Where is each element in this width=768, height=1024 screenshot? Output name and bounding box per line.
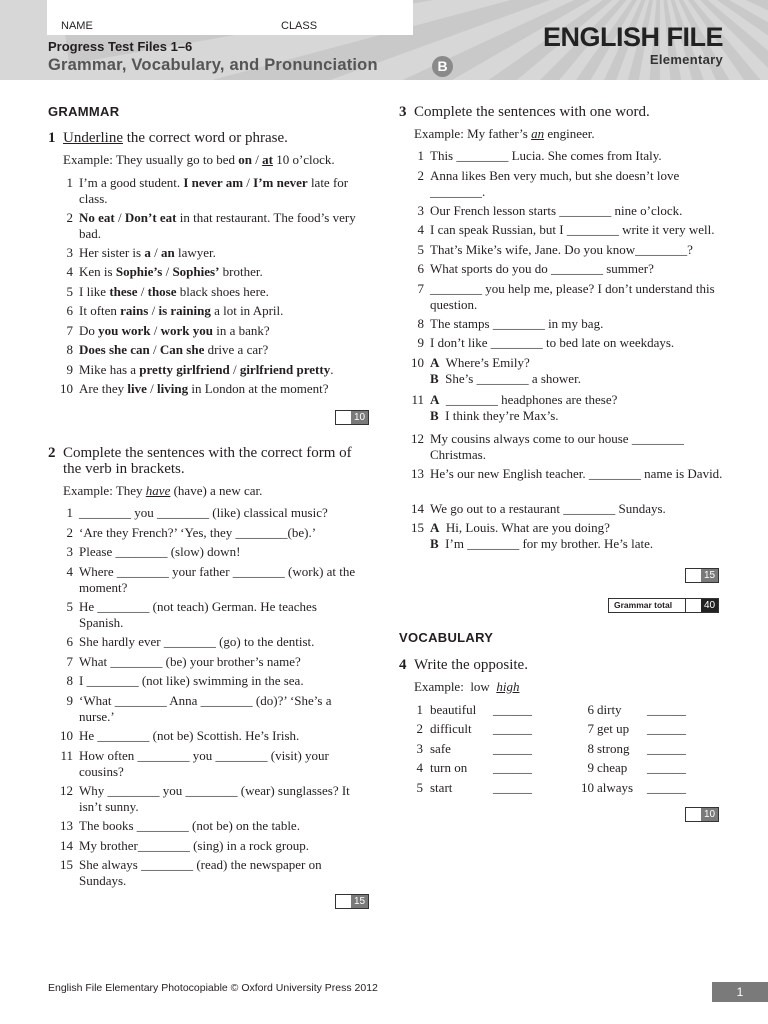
item-text: I like these / those black shoes here. [79,284,269,299]
footer-rest: Photocopiable © Oxford University Press 2012 [158,982,378,994]
q4-answer-blank[interactable]: ______ [647,721,686,736]
q1-example-prefix: Example: They usually go to bed [63,152,239,167]
page-header [0,0,768,80]
q4-item-number: 9 [587,760,594,775]
item-number: 14 [411,501,424,516]
q2-score-box [335,894,369,909]
name-class-box [47,0,413,35]
q4-item-number: 6 [587,702,594,717]
item-number: 11 [411,392,424,407]
item-text: ________ you ________ (like) classical music? [79,505,328,520]
q2-item [66,654,364,670]
q1-item [66,210,364,241]
item-number: 14 [60,838,73,853]
q3-item [411,355,730,386]
q1-example-opt2: at [262,152,273,167]
footer-book: English File Elementary [48,982,159,994]
q1-number: 1 [48,130,56,146]
q2-item [66,525,364,541]
item-text: Ken is Sophie’s / Sophies’ brother. [79,264,263,279]
item-text: Does she can / Can she drive a car? [79,342,269,357]
version-badge: B [432,56,453,77]
q2-item [60,783,364,814]
item-number: 9 [417,335,424,350]
q1-item [66,175,364,206]
q1-underline-word: Underline [63,130,123,146]
item-text: A ________ headphones are these? B I think they’re Max’s. [430,392,618,423]
q4-item-number: 4 [416,760,423,775]
q2-item [66,505,364,521]
score-blank[interactable] [686,808,702,821]
q2-item [60,728,364,744]
item-text: ________ you help me, please? I don’t understand this question. [430,281,715,312]
item-number: 10 [411,355,424,370]
q1-item [66,342,364,358]
item-text: My brother________ (sing) in a rock group. [79,838,309,853]
item-number: 4 [417,222,424,237]
q4-answer-blank[interactable]: ______ [493,702,532,717]
q2-example-prefix: Example: They [63,483,146,498]
q3-example-suffix: engineer. [544,126,595,141]
q3-item [417,242,730,258]
item-text: Anna likes Ben very much, but she doesn’t love ________. [430,168,680,199]
item-text: No eat / Don’t eat in that restaurant. The food’s very bad. [79,210,356,241]
q4-score-box [685,807,719,822]
q3-title [399,104,729,120]
item-text: ‘What ________ Anna ________ (do)?’ ‘She’s a nurse.’ [79,693,332,724]
q4-answer-blank[interactable]: ______ [647,702,686,717]
q3-item [417,222,730,238]
q4-instruction: Write the opposite. [414,657,528,673]
item-text: This ________ Lucia. She comes from Italy. [430,148,662,163]
item-text: He ________ (not be) Scottish. He’s Irish. [79,728,300,743]
item-number: 13 [60,818,73,833]
item-text: We go out to a restaurant ________ Sundays. [430,501,666,516]
q4-item-word: get up [597,721,630,736]
item-number: 12 [411,431,424,446]
q4-example-prefix: Example: low [414,679,497,694]
q1-example-opt1: on [238,152,252,167]
item-number: 1 [66,175,73,190]
item-number: 7 [66,323,73,338]
vocabulary-heading: VOCABULARY [399,630,494,645]
item-number: 11 [60,748,73,763]
item-number: 10 [60,728,73,743]
item-text: Our French lesson starts ________ nine o’clock. [430,203,683,218]
item-number: 2 [66,210,73,225]
q4-answer-blank[interactable]: ______ [647,760,686,775]
item-number: 5 [417,242,424,257]
q4-item-word: turn on [430,760,468,775]
q4-item-word: strong [597,741,630,756]
q3-instruction: Complete the sentences with one word. [414,104,650,120]
q1-item [66,362,364,378]
q4-number: 4 [399,657,407,673]
q4-answer-blank[interactable]: ______ [647,780,686,795]
item-text: What ________ (be) your brother’s name? [79,654,301,669]
q1-item [66,245,364,261]
q4-item-word: start [430,780,453,795]
grammar-heading: GRAMMAR [48,104,120,119]
level-label: Elementary [649,52,723,67]
q4-item-word: safe [430,741,451,756]
q3-item [417,203,730,219]
q4-item-word: dirty [597,702,622,717]
q4-item-number: 8 [587,741,594,756]
q2-item [66,544,364,560]
item-text: Mike has a pretty girlfriend / girlfriend pretty. [79,362,334,377]
grammar-total-score: 40 [701,599,718,612]
item-number: 8 [66,342,73,357]
item-number: 13 [411,466,424,481]
q3-example-answer: an [531,126,545,141]
item-text: Her sister is a / an lawyer. [79,245,216,260]
item-text: What sports do you do ________ summer? [430,261,654,276]
page-number: 1 [712,982,768,1002]
q4-answer-blank[interactable]: ______ [647,741,686,756]
q4-item-word: always [597,780,634,795]
q3-score: 15 [701,569,718,582]
brand-logo: ENGLISH FILE [542,22,723,52]
q3-item [417,168,730,199]
q4-item-number: 7 [587,721,594,736]
item-number: 5 [66,284,73,299]
name-label: NAME [61,20,93,32]
q3-item [411,520,730,551]
item-text: I don’t like ________ to bed late on weekdays. [430,335,675,350]
item-number: 10 [60,381,73,396]
class-label: CLASS [281,20,318,32]
q2-item [66,673,364,689]
item-text: A Where’s Emily? B She’s ________ a shower. [430,355,581,386]
q3-item [417,335,730,351]
item-number: 9 [66,693,73,708]
item-text: Please ________ (slow) down! [79,544,241,559]
item-text: That’s Mike’s wife, Jane. Do you know________? [430,242,693,257]
q3-item [417,316,730,332]
q4-example-answer: high [496,679,520,694]
item-number: 1 [66,505,73,520]
item-text: He’s our new English teacher. ________ name is David. [430,466,723,481]
item-number: 6 [66,634,73,649]
q4-score: 10 [701,808,718,821]
item-number: 4 [66,564,73,579]
item-number: 15 [411,520,424,535]
score-blank[interactable] [336,895,352,908]
item-text: She hardly ever ________ (go) to the dentist. [79,634,315,649]
q2-item [66,693,364,724]
item-number: 7 [66,654,73,669]
q3-number: 3 [399,104,407,120]
footer-copyright [48,982,378,994]
q4-answer-blank[interactable]: ______ [493,741,532,756]
item-number: 6 [66,303,73,318]
q2-example-suffix: (have) a new car. [170,483,263,498]
q3-item [417,148,730,164]
q2-item [60,857,364,888]
item-text: The stamps ________ in my bag. [430,316,604,331]
item-number: 12 [60,783,73,798]
q1-score-box [335,410,369,425]
q2-number: 2 [48,445,56,461]
q2-item [66,599,364,630]
q1-item [60,381,364,397]
item-number: 1 [417,148,424,163]
q1-example [63,152,335,168]
q1-item [66,303,364,319]
item-number: 3 [66,544,73,559]
item-number: 3 [66,245,73,260]
q2-item [60,818,364,834]
grammar-total-label: Grammar total [608,598,686,613]
item-text: I ________ (not like) swimming in the sea. [79,673,304,688]
score-blank[interactable] [686,599,702,612]
item-text: I can speak Russian, but I ________ write it very well. [430,222,715,237]
q4-item-number: 3 [416,741,423,756]
q4-item-number: 1 [416,702,423,717]
q2-score: 15 [351,895,368,908]
q2-item [66,564,364,595]
q2-title [48,445,368,477]
q4-item-word: cheap [597,760,628,775]
q3-item [411,392,730,423]
item-number: 4 [66,264,73,279]
q1-instruction: the correct word or phrase. [122,130,288,146]
q2-item [60,838,364,854]
q1-example-suffix: 10 o’clock. [272,152,335,167]
item-text: Where ________ your father ________ (work) at the moment? [79,564,356,595]
q1-item [66,264,364,280]
item-text: ‘Are they French?’ ‘Yes, they ________(be).’ [79,525,317,540]
item-text: It often rains / is raining a lot in April. [79,303,284,318]
score-blank[interactable] [336,411,352,424]
item-number: 15 [60,857,73,872]
q2-instruction: Complete the sentences with the correct form of the verb in brackets. [63,445,352,477]
item-number: 5 [66,599,73,614]
q4-item-word: beautiful [430,702,477,717]
q3-item [411,466,730,482]
q4-item-number: 10 [581,780,594,795]
item-text: She always ________ (read) the newspaper on Sundays. [79,857,322,888]
q4-item-number: 2 [416,721,423,736]
score-blank[interactable] [686,569,702,582]
q4-example [414,679,519,695]
item-number: 8 [417,316,424,331]
item-text: A Hi, Louis. What are you doing? B I’m ________ for my brother. He’s late. [430,520,654,551]
q3-item [417,281,730,312]
item-text: I’m a good student. I never am / I’m never late for class. [79,175,349,206]
q2-example-answer: have [145,483,171,498]
q3-item [417,261,730,277]
q3-example-prefix: Example: My father’s [414,126,532,141]
item-text: Why ________ you ________ (wear) sunglasses? It isn’t sunny. [79,783,350,814]
item-text: The books ________ (not be) on the table. [79,818,300,833]
item-number: 6 [417,261,424,276]
q4-item-number: 5 [416,780,423,795]
item-text: My cousins always come to our house ________ Christmas. [430,431,684,462]
item-number: 2 [417,168,424,183]
q3-score-box [685,568,719,583]
item-text: Do you work / work you in a bank? [79,323,270,338]
q3-item [411,501,730,517]
test-subtitle: Grammar, Vocabulary, and Pronunciation [48,56,378,74]
item-number: 8 [66,673,73,688]
item-number: 9 [66,362,73,377]
q4-answer-blank[interactable]: ______ [493,721,532,736]
item-text: Are they live / living in London at the moment? [79,381,329,396]
item-number: 2 [66,525,73,540]
q4-answer-blank[interactable]: ______ [493,780,532,795]
item-text: He ________ (not teach) German. He teaches Spanish. [79,599,317,630]
q1-score: 10 [351,411,368,424]
q1-example-sep: / [251,152,263,167]
q3-item [411,431,730,462]
q1-title [48,130,368,146]
q2-example [63,483,262,499]
q3-example [414,126,595,142]
q4-item-word: difficult [430,721,472,736]
q1-item [66,284,364,300]
q2-item [60,748,364,779]
q4-answer-blank[interactable]: ______ [493,760,532,775]
test-title: Progress Test Files 1–6 [48,39,193,54]
item-text: How often ________ you ________ (visit) your cousins? [79,748,329,779]
item-number: 3 [417,203,424,218]
q1-item [66,323,364,339]
q4-title [399,657,729,673]
item-number: 7 [417,281,424,296]
q2-item [66,634,364,650]
grammar-total-box [685,598,719,613]
